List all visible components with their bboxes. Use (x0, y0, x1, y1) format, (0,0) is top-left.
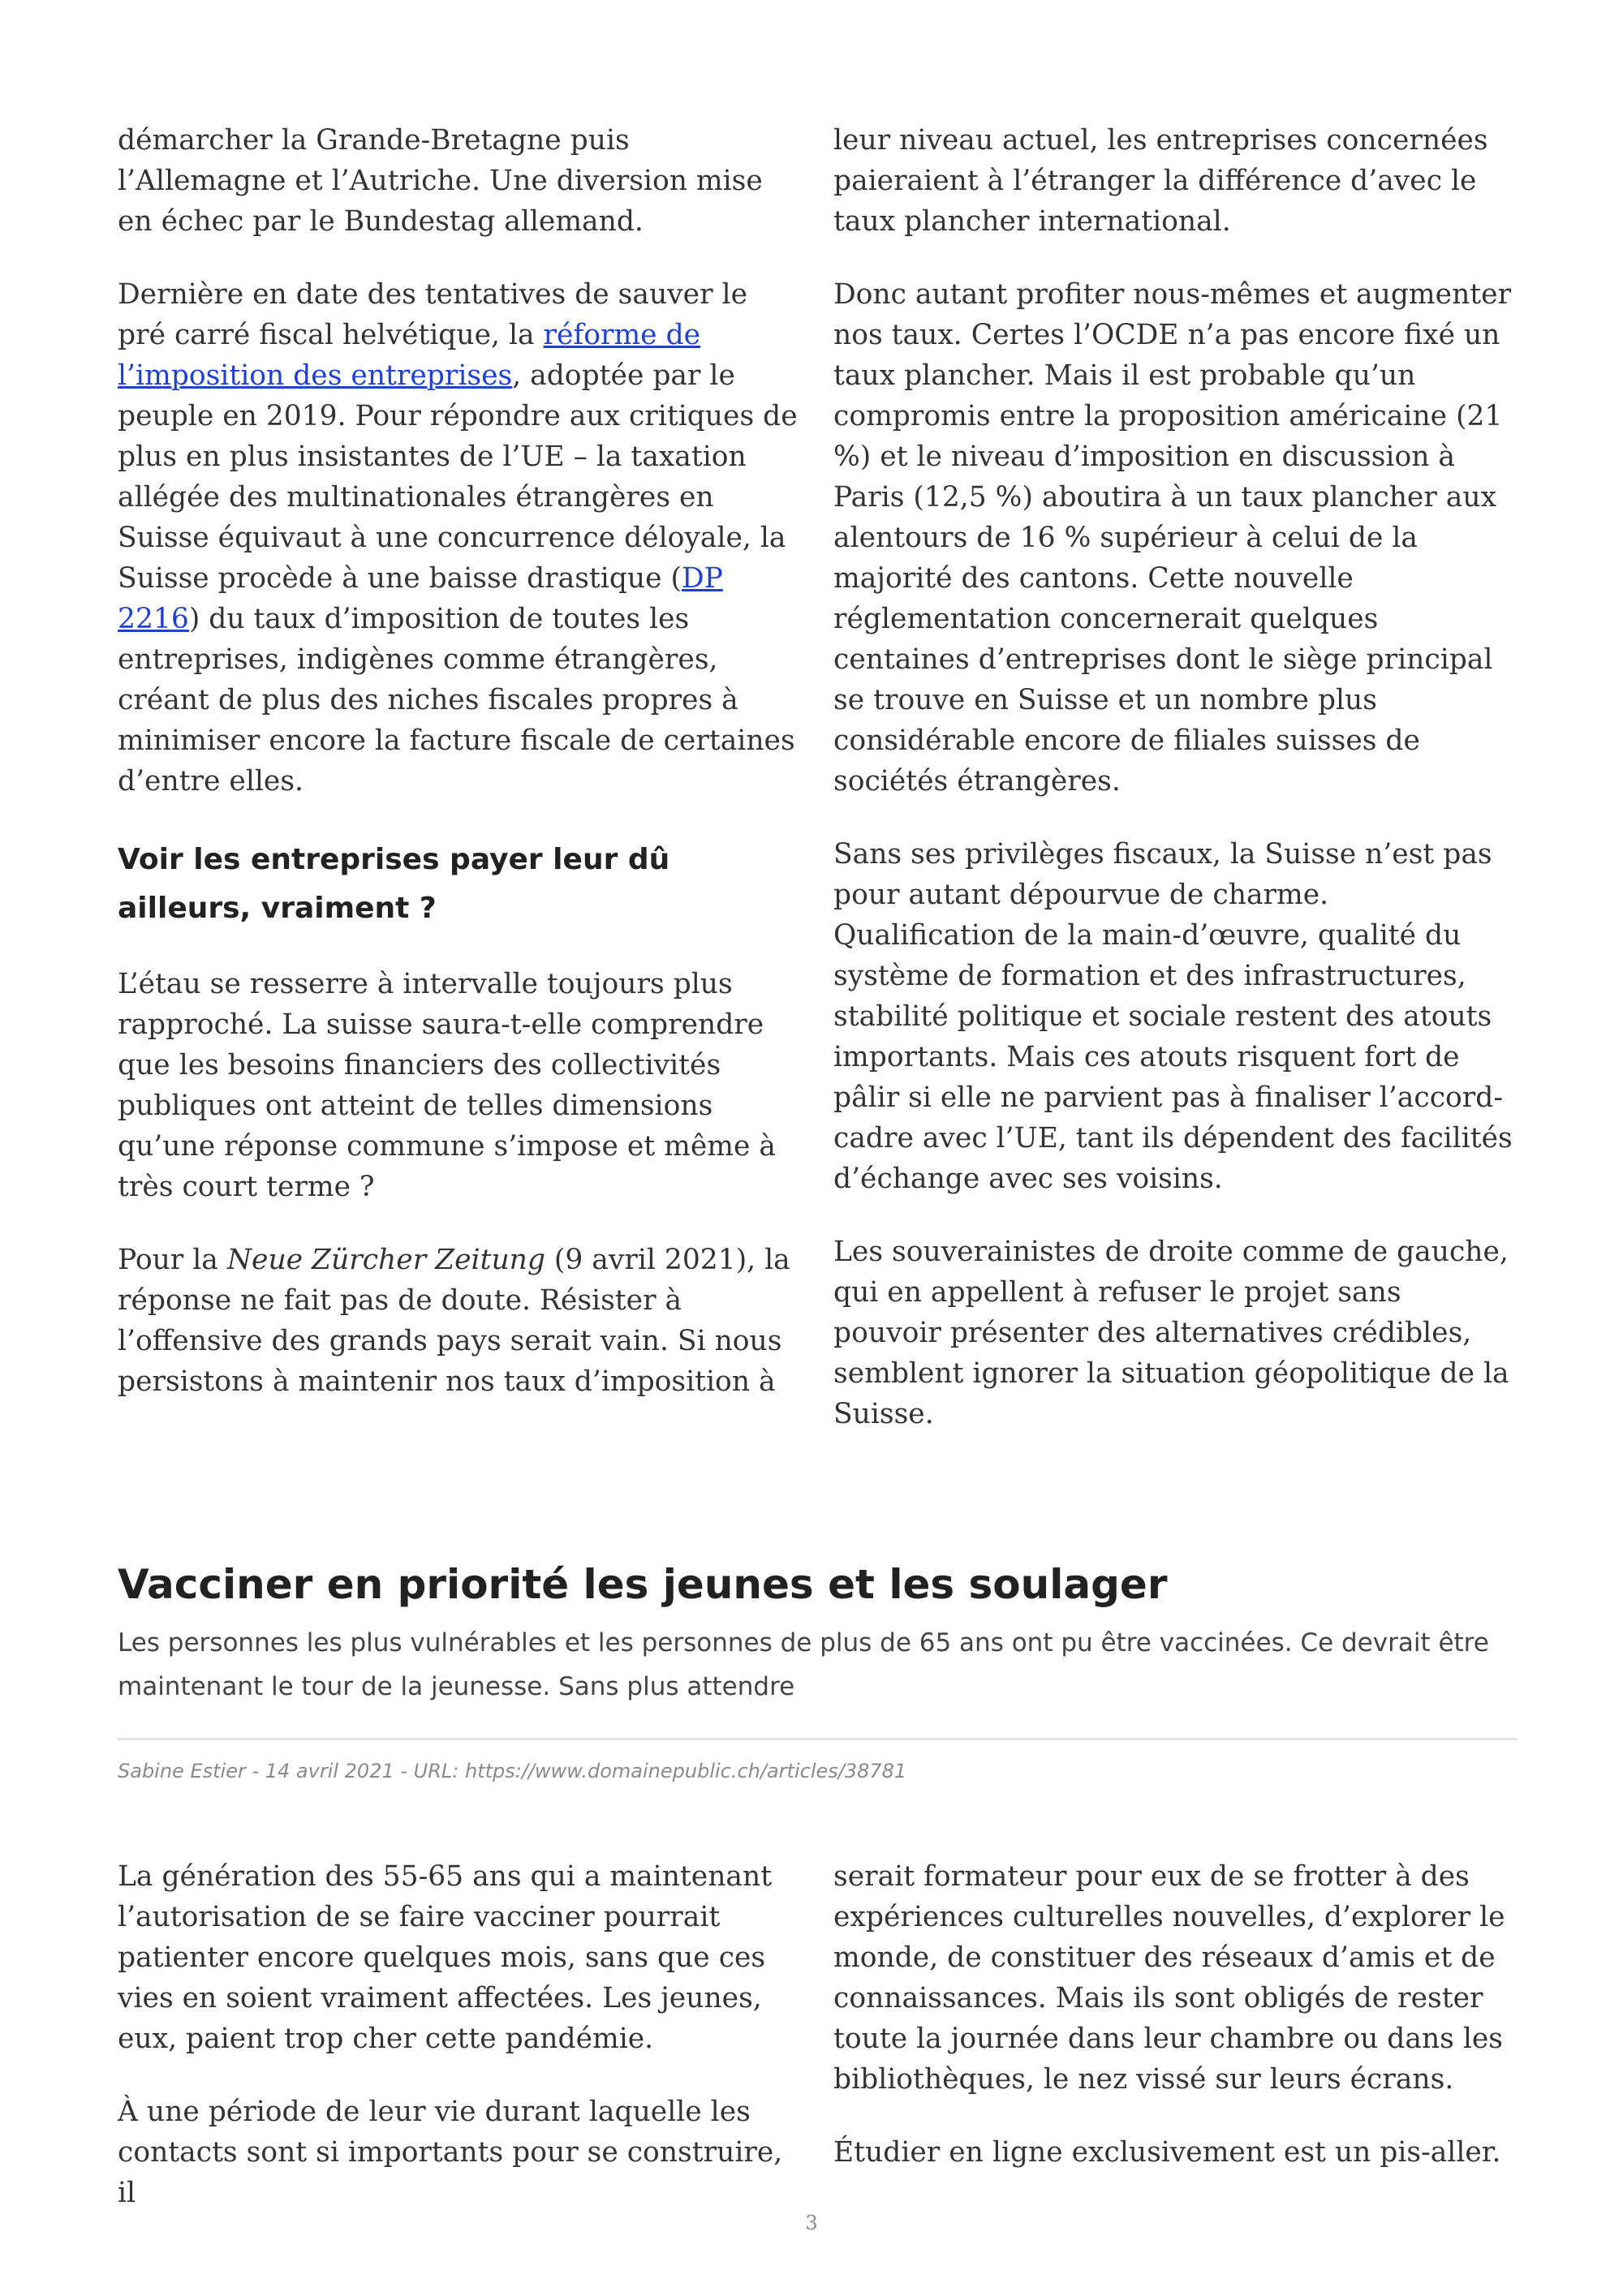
paragraph: Donc autant profiter nous-mêmes et augmenter nos taux. Certes l’OCDE n’a pas encore fixé un taux plancher. Mais il est probable qu’un compromis entre la proposition américaine (21 %) et le niveau d’imposition en discussion à Paris (12,5 %) aboutira à un taux plancher aux alentours de 16 % supérieur à celui de la majorité des cantons. Cette nouvelle réglementation concernerait quelques centaines d’entreprises dont le siège principal se trouve en Suisse et un nombre plus considérable encore de filiales suisses de sociétés étrangères. (833, 278, 1512, 798)
link-reforme-imposition[interactable]: réforme de l’imposition des entreprises (118, 319, 701, 392)
paragraph: serait formateur pour eux de se frotter à des expériences culturelles nouvelles, d’explorer le monde, de constituer des réseaux d’amis et de connaissances. Mais ils sont obligés de rester toute la journée dans leur chambre ou dans les bibliothèques, le nez vissé sur leurs écrans. (833, 1860, 1505, 2096)
paragraph: Les souverainistes de droite comme de gauche, qui en appellent à refuser le projet sans pouvoir présenter des alternatives crédibles, semblent ignorer la situation géopolitique de la Suisse. (833, 1236, 1509, 1430)
article2-column-right (833, 1856, 1518, 2213)
article1-columns (118, 120, 1518, 1434)
paragraph: L’étau se resserre à intervalle toujours plus rapproché. La suisse saura-t-elle comprendre que les besoins financiers des collectivités publiques ont atteint de telles dimensions qu’une réponse commune s’impose et même à très court terme ? (118, 968, 776, 1203)
text: , adoptée par le peuple en 2019. Pour répondre aux critiques de plus en plus insistantes de l’UE – la taxation allégée des multinationales étrangères en Suisse équivaut à une concurrence déloyale, la Suisse procède à une baisse drastique ( (118, 359, 798, 595)
text: (9 avril 2021), la réponse ne fait pas de doute. Résister à l’offensive des grands pays serait vain. Si nous persistons à maintenir nos taux d’imposition à (118, 1244, 790, 1398)
text: ) du taux d’imposition de toutes les entreprises, indigènes comme étrangères, créant de plus des niches fiscales propres à minimiser encore la facture fiscale de certaines d’entre elles. (118, 603, 795, 798)
paragraph: La génération des 55-65 ans qui a maintenant l’autorisation de se faire vacciner pourrait patienter encore quelques mois, sans que ces vies en soient vraiment affectées. Les jeunes, eux, paient trop cher cette pandémie. (118, 1860, 773, 2055)
newspaper-title: Neue Zürcher Zeitung (226, 1244, 545, 1276)
paragraph: Sans ses privilèges fiscaux, la Suisse n’est pas pour autant dépourvue de charme. Qualification de la main-d’œuvre, qualité du système de formation et des infrastructures, stabilité politique et sociale restent des atouts importants. Mais ces atouts risquent fort de pâlir si elle ne parvient pas à finaliser l’accord-cadre avec l’UE, tant ils dépendent des facilités d’échange avec ses voisins. (833, 838, 1513, 1195)
article2-columns (118, 1856, 1518, 2213)
link-dp-2216[interactable]: DP 2216 (118, 562, 723, 635)
article-byline: Sabine Estier - 14 avril 2021 - URL: https://www.domainepublic.ch/articles/38781 (118, 1760, 907, 1782)
text: Dernière en date des tentatives de sauver le pré carré fiscal helvétique, la (118, 278, 747, 351)
article2-column-left (118, 1856, 802, 2213)
paragraph: leur niveau actuel, les entreprises concernées paieraient à l’étranger la différence d’avec le taux plancher international. (833, 124, 1488, 238)
section-heading: Voir les entreprises payer leur dû ailleurs, vraiment ? (118, 843, 670, 925)
page-number: 3 (805, 2212, 818, 2234)
article2-header (118, 1556, 1518, 1782)
article-title: Vacciner en priorité les jeunes et les soulager (118, 1561, 1168, 1608)
divider (118, 1738, 1518, 1740)
text: Pour la (118, 1244, 227, 1276)
article1-column-right (833, 120, 1518, 1434)
paragraph (118, 1240, 802, 1402)
article-lead: Les personnes les plus vulnérables et les personnes de plus de 65 ans ont pu être vaccinées. Ce devrait être maintenant le tour de la jeunesse. Sans plus attendre (118, 1628, 1489, 1701)
paragraph: démarcher la Grande-Bretagne puis l’Allemagne et l’Autriche. Une diversion mise en échec par le Bundestag allemand. (118, 124, 763, 238)
paragraph: Étudier en ligne exclusivement est un pis-aller. (833, 2136, 1501, 2169)
article1-column-left (118, 120, 802, 1434)
paragraph: À une période de leur vie durant laquelle les contacts sont si importants pour se construire, il (118, 2096, 783, 2209)
paragraph (118, 274, 802, 802)
